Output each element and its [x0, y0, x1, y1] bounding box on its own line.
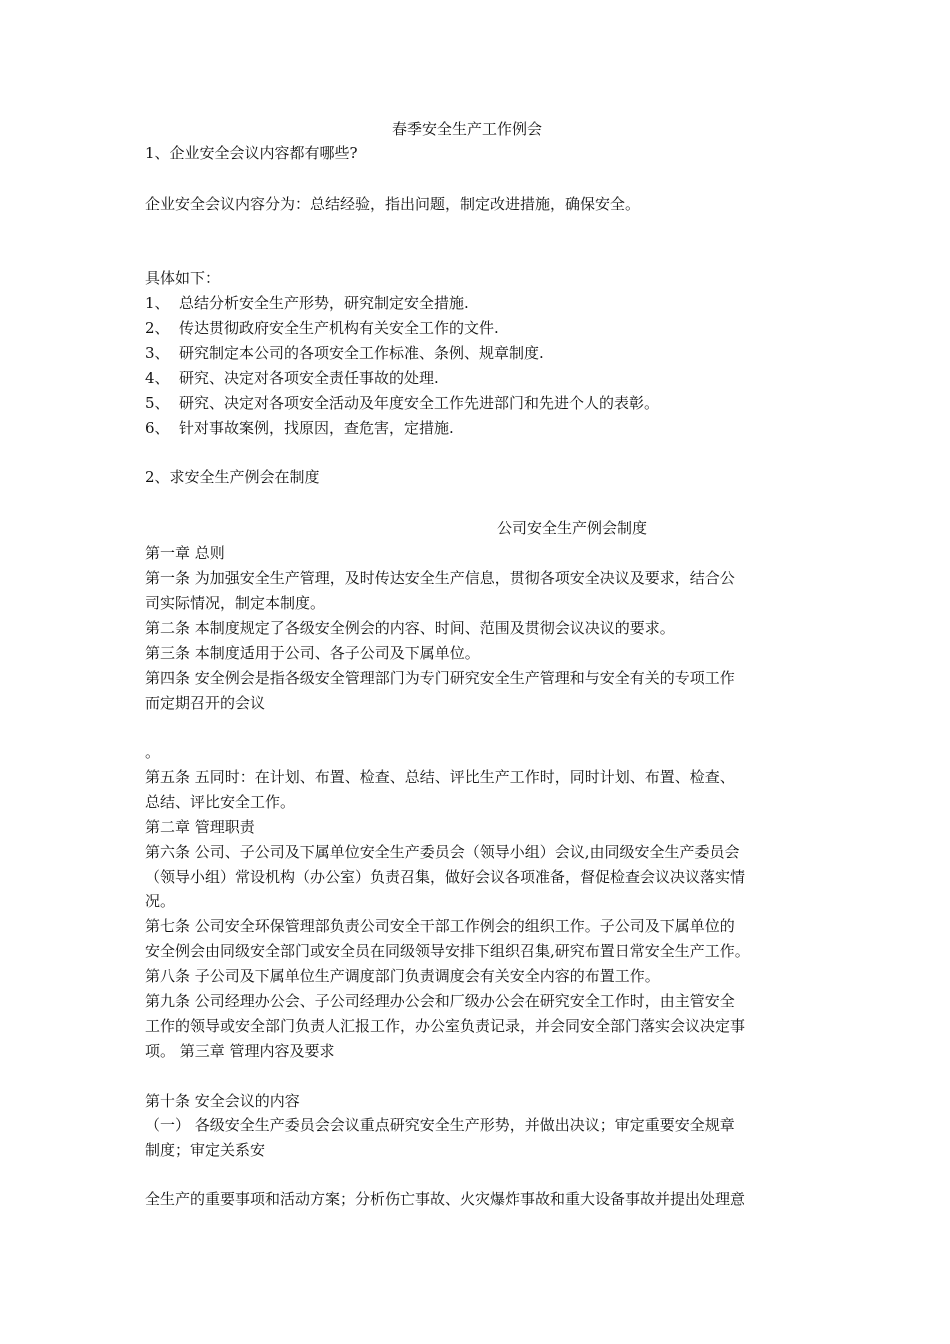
text-line: 安全例会由同级安全部门或安全员在同级领导安排下组织召集,研究布置日常安全生产工作。 — [145, 942, 750, 960]
list-item-number: 3、 — [145, 344, 170, 362]
list-item-number: 2、 — [145, 319, 170, 337]
text-line: 第二章 管理职责 — [145, 818, 255, 836]
text-line: 第十条 安全会议的内容 — [145, 1092, 300, 1110]
list-item-text: 研究、决定对各项安全活动及年度安全工作先进部门和先进个人的表彰。 — [179, 394, 660, 412]
list-item-text: 传达贯彻政府安全生产机构有关安全工作的文件. — [179, 319, 499, 337]
text-line: 第二条 本制度规定了各级安全例会的内容、时间、范围及贯彻会议决议的要求。 — [145, 619, 675, 637]
details-label: 具体如下： — [145, 269, 221, 287]
text-line: 第五条 五同时：在计划、布置、检查、总结、评比生产工作时，同时计划、布置、检查、 — [145, 768, 735, 786]
list-item — [145, 391, 659, 415]
text-line: 第四条 安全例会是指各级安全管理部门为专门研究安全生产管理和与安全有关的专项工作 — [145, 669, 735, 687]
text-line: 。 — [145, 743, 161, 761]
section-subtitle: 公司安全生产例会制度 — [497, 519, 648, 537]
list-item — [145, 341, 544, 365]
list-item — [145, 316, 499, 340]
list-item — [145, 416, 454, 440]
list-item-number: 1、 — [145, 294, 170, 312]
list-item-number: 6、 — [145, 419, 170, 437]
text-line: 第八条 子公司及下属单位生产调度部门负责调度会有关安全内容的布置工作。 — [145, 967, 660, 985]
intro-paragraph: 企业安全会议内容分为：总结经验，指出问题，制定改进措施，确保安全。 — [145, 195, 641, 213]
text-line: 项。 第三章 管理内容及要求 — [145, 1042, 335, 1060]
list-item-text: 针对事故案例，找原因，查危害，定措施. — [179, 419, 454, 437]
list-item-text: 总结分析安全生产形势，研究制定安全措施. — [179, 294, 469, 312]
text-line: 第三条 本制度适用于公司、各子公司及下属单位。 — [145, 644, 480, 662]
text-line: 第一条 为加强安全生产管理，及时传达安全生产信息，贯彻各项安全决议及要求，结合公 — [145, 569, 735, 587]
text-line: 工作的领导或安全部门负责人汇报工作，办公室负责记录，并会同安全部门落实会议决定事 — [145, 1017, 746, 1035]
text-line: 全生产的重要事项和活动方案；分析伤亡事故、火灾爆炸事故和重大设备事故并提出处理意 — [145, 1190, 746, 1208]
text-line: （领导小组）常设机构（办公室）负责召集，做好会议各项准备，督促检查会议决议落实情 — [145, 868, 746, 886]
list-item-number: 5、 — [145, 394, 170, 412]
list-item-number: 4、 — [145, 369, 170, 387]
text-line: 第七条 公司安全环保管理部负责公司安全干部工作例会的组织工作。子公司及下属单位的 — [145, 917, 735, 935]
text-line: 第九条 公司经理办公会、子公司经理办公会和厂级办公会在研究安全工作时，由主管安全 — [145, 992, 735, 1010]
text-line: 况。 — [145, 892, 176, 910]
text-line: 司实际情况，制定本制度。 — [145, 594, 326, 612]
list-item-text: 研究制定本公司的各项安全工作标准、条例、规章制度. — [179, 344, 544, 362]
text-line: 而定期召开的会议 — [145, 694, 266, 712]
text-line: （一） 各级安全生产委员会会议重点研究安全生产形势，并做出决议；审定重要安全规章 — [145, 1116, 735, 1134]
text-line: 总结、评比安全工作。 — [145, 793, 296, 811]
text-line: 第六条 公司、子公司及下属单位安全生产委员会（领导小组）会议,由同级安全生产委员会 — [145, 843, 740, 861]
question-1: 1、企业安全会议内容都有哪些? — [145, 144, 358, 162]
text-line: 第一章 总则 — [145, 544, 225, 562]
list-item — [145, 366, 439, 390]
document-title: 春季安全生产工作例会 — [392, 120, 543, 138]
text-line: 制度；审定关系安 — [145, 1141, 266, 1159]
question-2: 2、求安全生产例会在制度 — [145, 468, 320, 486]
list-item-text: 研究、决定对各项安全责任事故的处理. — [179, 369, 439, 387]
list-item — [145, 291, 469, 315]
